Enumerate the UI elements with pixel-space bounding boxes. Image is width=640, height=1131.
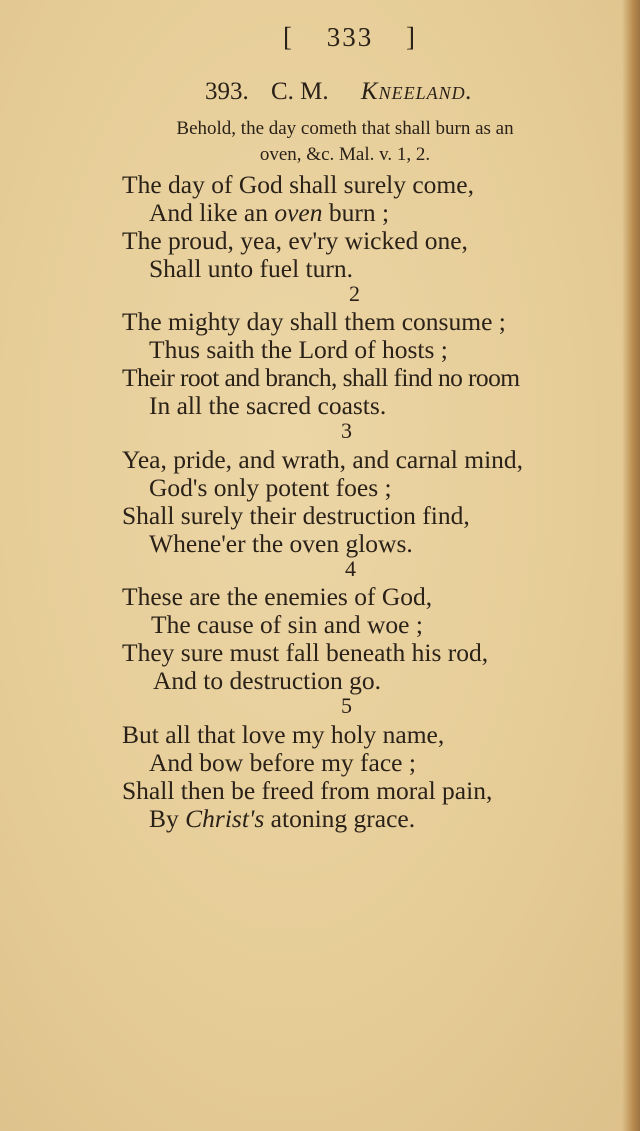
verse-4-line-1: These are the enemies of God, bbox=[122, 582, 433, 611]
verse-5-line-1: But all that love my holy name, bbox=[122, 720, 445, 749]
page-number: 333 bbox=[326, 22, 374, 52]
verse-5-line-3: Shall then be freed from moral pain, bbox=[122, 776, 493, 805]
hymn-tune: Kneeland. bbox=[360, 78, 473, 105]
bracket-open: [ bbox=[283, 22, 294, 52]
verse-4-number: 4 bbox=[345, 556, 356, 581]
verse-1-line-2: And like an oven burn ; bbox=[149, 198, 390, 227]
hymn-number: 393. bbox=[205, 78, 249, 105]
verse-3-line-2: God's only potent foes ; bbox=[149, 473, 392, 502]
verse-1-line-4: Shall unto fuel turn. bbox=[149, 254, 353, 283]
verse-5-line-2: And bow before my face ; bbox=[149, 748, 416, 777]
verse-2-line-4: In all the sacred coasts. bbox=[149, 391, 387, 420]
verse-4-line-2: The cause of sin and woe ; bbox=[151, 610, 423, 639]
verse-4-line-3: They sure must fall beneath his rod, bbox=[122, 638, 489, 667]
verse-1-line-3: The proud, yea, ev'ry wicked one, bbox=[122, 226, 468, 255]
scripture-line-2: oven, &c. Mal. v. 1, 2. bbox=[259, 144, 431, 165]
verse-3-line-3: Shall surely their destruction find, bbox=[122, 501, 470, 530]
verse-5-number: 5 bbox=[341, 693, 352, 718]
scripture-line-1: Behold, the day cometh that shall burn as an bbox=[176, 118, 514, 139]
verse-3-line-4: Whene'er the oven glows. bbox=[149, 529, 413, 558]
hymn-meter: C. M. bbox=[271, 78, 329, 105]
verse-2-line-2: Thus saith the Lord of hosts ; bbox=[149, 335, 448, 364]
verse-5-line-4: By Christ's atoning grace. bbox=[149, 804, 416, 833]
verse-2-number: 2 bbox=[349, 281, 360, 306]
scripture-reference bbox=[110, 116, 580, 168]
verse-2-line-1: The mighty day shall them consume ; bbox=[122, 307, 506, 336]
verse-3-line-1: Yea, pride, and wrath, and carnal mind, bbox=[122, 445, 524, 474]
verse-2-line-3: Their root and branch, shall find no room bbox=[122, 363, 520, 392]
verse-3-number: 3 bbox=[341, 418, 352, 443]
page-number-header bbox=[0, 22, 640, 53]
hymn-header bbox=[205, 78, 473, 106]
page-edge bbox=[622, 0, 640, 1131]
verse-4-line-4: And to destruction go. bbox=[153, 666, 382, 695]
bracket-close: ] bbox=[406, 22, 417, 52]
verse-1-line-1: The day of God shall surely come, bbox=[122, 170, 474, 199]
